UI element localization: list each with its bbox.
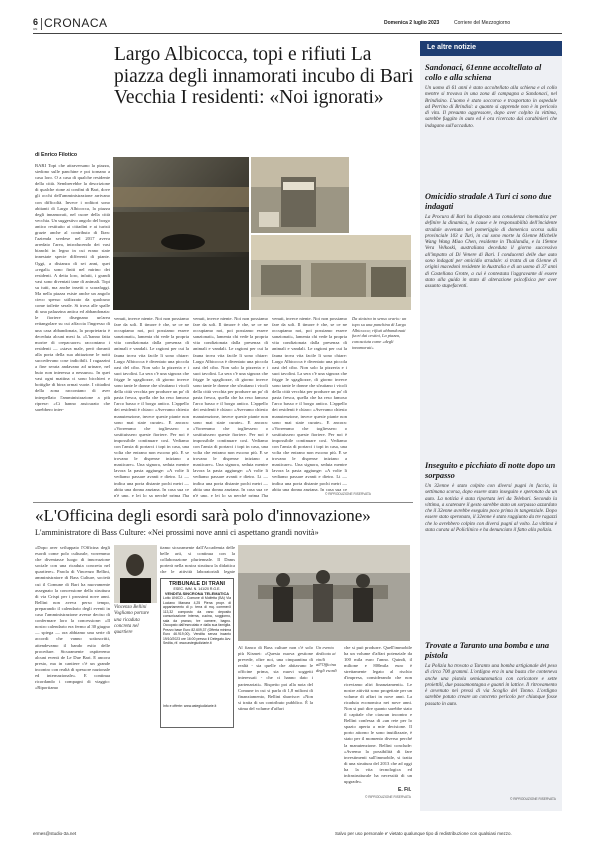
article1-column-4: venuti, invece niente. Noi non possiamo fare da soli. Il timore è che, se ce ne occupiamo noi, poi possiamo essere sanzionati», lamenta chi vede la propria vita condizionata dalla presenza di animali e vandali. Le ragioni per cui la fauna trova vita facile lì sono chiare: Largo Albicocca è diventato una piccola oasi del cibo. Non solo la pizzeria e i suoi tavolini. La sera c'è una signora che frigge le sgagliozze, di giorno invece sono tante le donne che sfruttano i vicoli della città vecchia per produrre un po' di pasta fresca, quella che ha reso famoso l'arco basso e il borgo antico. L'appello dei residenti è chiaro: «Avevamo chiesto manutenzione, invece queste piante non sono mai state curate». E ancora: «Vorremmo che togliessero o sostituissero queste fioriere. Per noi è impossibile continuare così. Vediamo con l'ansia di portarci i topi in casa, una volta che entrano non escono più. E se trovano le dispense iniziano a masticare». Una signora, seduta mentre lavora la pasta aggiunge: «A volte li vediamo passare avanti e dietro. Li — indica una porta distante pochi metri — abita una donna anziana. In casa sua ce — [272, 316, 347, 491]
legal-ref: ESEC. IMM. N. 141/20 R.G.E. — [173, 587, 221, 591]
sidebar-credit: © RIPRODUZIONE RISERVATA — [510, 797, 556, 801]
photo-rat-bench — [113, 157, 249, 310]
footer-email: ermes@studio-3a.net — [33, 831, 77, 836]
sidebar-story-4 — [425, 641, 557, 795]
sidebar-story-3-body: Un 32enne è stato colpito con diversi pugni in faccia, la settimana scorsa, dopo essere stato inseguito e speronato da un auto. La notizia è stata riportata ieri da Telebari. Secondo la vittima, a scatenare il gesto sarebbe stato un sorpasso azzardato che il 32enne avrebbe eseguito poco prima in tangenziale. Dopo essere stato speronato, il 32enne è stato raggiunto da tre ragazzi che lo avrebbero colpito con diversi pugni al volto. La vittima è stata curata al Policlinico e ha denunciato il fatto alla polizia. — [425, 483, 557, 534]
newspaper-name: Corriere del Mezzogiorno — [454, 20, 511, 26]
section-divider — [41, 18, 42, 30]
sidebar-title: Le altre notizie — [427, 44, 477, 51]
article1-photo-caption: Da sinistra in senso orario: un topo su una panchina di Largo Albicocca; rifiuti abbandonati fuori dai cestini, La piazza, conosciuta come «degli innamorati» — [352, 316, 407, 350]
sidebar-story-2-body: La Procura di Bari ha disposto una consulenza cinematica per definire la dinamica, le cause e le responsabilità dell'incidente stradale avvenuto nel pomeriggio di domenica scorsa sulla provinciale 103 a Turi, in cui sono morte la 61enne Michelle Wang Wang Miao Chen, residente in Thailandia, e la 19enne Vera Velkoski, australiana deceduta il giorno successivo all'impatto al Di Venere di Bari. I conducenti delle due auto sono indagati per omicidio stradale: si tratta di un 61enne di origini macedoni residente in Australia e di un uomo di 37 anni di Castellana Grotte, a cui è contestata l'aggravante di essere stato alla guida in stato di alterazione psicofisica per aver assunto stupefacenti. — [425, 214, 557, 290]
sidebar-story-4-head: Trovate a Taranto una bomba e una pistola — [425, 641, 550, 660]
article1-headline: Largo Albicocca, topi e rifiuti La piazza degli innamorati incubo di Bari Vecchia I residenti: «Noi ignorati» — [114, 44, 414, 108]
photo-trash-bin — [251, 157, 349, 233]
article2-photo-caption: Un evento dedicato ai vinili all'Officina degli esordi — [316, 645, 337, 674]
article2-signature: E. Fil. — [398, 787, 412, 793]
legal-footer: Info e offerte: www.astegiudiziarie.it — [163, 704, 217, 708]
section-title: CRONACA — [44, 16, 108, 30]
portrait-caption: Vincenzo Bellini Vogliamo portare una ricaduta concreta nel quartiere — [114, 605, 149, 636]
sidebar-story-1 — [425, 63, 557, 180]
header-date: Domenica 2 luglio 2023 — [384, 20, 440, 26]
article2-subhead: L'amministratore di Bass Culture: «Nei prossimi nove anni ci aspettano grandi novità» — [35, 528, 319, 537]
sidebar-story-3-head: Inseguito e picchiato di notte dopo un sorpasso — [425, 461, 556, 480]
article2-top-rule — [33, 502, 413, 503]
article2-column-2: tiamo sicuramente dall'Accademia delle belle arti, si continua con la collaborazione pluriennale. Il Dams porterà nella nostra struttura la didattica che le attività laboratoriali legate — [160, 545, 235, 575]
legal-sale: VENDITA SINCRONA TELEMATICA — [164, 591, 230, 596]
footer-rights: Salvo per uso personale e' vietato qualunque tipo di redistribuzione con qualsiasi mezzo. — [335, 831, 512, 836]
article1-column-1: BARI Topi che attraversano la piazza, siedono sulle panchine e poi tornano a casa loro. O a casa di qualche residente della città. Sembrerebbe la descrizione di qualche rione ai confini di Bari, dove gli occhi dell'amministrazione arrivano con difficoltà. Invece i roditori sono abitanti di Largo Albicocca, la piazza degli innamorati, nel cuore della città vecchia. Un suggestivo angolo del borgo antico restituito ai cittadini e ai turisti grazie anche al contributo di Ikea: l'azienda svedese nel 2017 aveva arredato l'area, introducendo dei vasi bianchi in legno in cui erano state innestate specie differenti di piante. Oggi, a distanza di sei anni, quei «regali» sono finiti nel mirino dei residenti. A detta loro, infatti, i grandi vasi sono diventati tane di animali. Topi su tutti, ma anche insetti o scarafaggi. Ma nella piazza esiste anche un angolo cieco spesso utilizzato da qualcuno come toilette serale. Si trova alle spalle di una palazzina antica ed abbandonata: le fioriere disegnano un'area rettangolare su cui affaccia l'ingresso di una casa abbandonata, la proprietaria è deceduta alcuni mesi fa. «L'hanno fatta morire di crepacuore» raccontano i residenti — «stava male, però davanti alla porta della sua abitazione le notti succedevano cose indicibili. I ragazzini a fine serata andavano ad urinare, nel buio non interessa a nessuno». In quei vasi ogni mattina ci sono bicchieri e bottiglie di birra ormai vuote. I cittadini della zona raccontano di aver interpellato l'amministrazione a più riprese: «Ci hanno assicurato che sarebbero inter- — [35, 163, 110, 412]
article2-column-1: «Dopo aver sviluppato l'Officina degli esordi come polo culturale, vorremmo che diventasse luogo di innovazione sociale con una ricaduta concreta nel quartiere». Parola di Vincenzo Bellini, amministratore di Bass Culture, società cui il Comune di Bari ha nuovamente assegnato la concessione della struttura di via Crispi per i prossimi nove anni. Bellini non aveva perso tempo, preparando il calendario degli eventi in caso l'amministrazione avesse deciso di confermare loro la concessione: «Il nostro calendario era fermo al 30 giugno — spiega — ora abbiamo una serie di accordi che vanno sottoscritti, attendevamo il bando esito delle procedure. Sicuramente ospiteremo alcuni eventi de Le Due Bari. E ancora presto, ma in cantiere c'è un grande incontro con realtà di spessore nazionale ed internazionale». E continua ricordando i compagni di viaggio: «Riportiamo — [35, 545, 110, 691]
photo-piazza — [251, 235, 411, 310]
article1-byline: di Enrico Filotico — [35, 152, 78, 158]
legal-notice-box — [160, 578, 234, 728]
article2-column-3: Al fianco di Bass culture non c'è solo più Kismet: «Questa nuova gestione prevede, oltre noi, una cinquantina di realtà - sia quelle che abitavano le officine prima, sia nuovi soggetti interessati - che ci hanno dato i partenariati». Rispetto poi alla nota del Comune in cui si parla di 1,8 milioni di finanziamento, Bellini sbarrisce: «Non si tratta di un contributo pubblico. È la stima del volume d'affari — [238, 645, 313, 711]
article1-column-3: venuti, invece niente. Noi non possiamo fare da soli. Il timore è che, se ce ne occupiamo noi, poi possiamo essere sanzionati», lamenta chi vede la propria vita condizionata dalla presenza di animali e vandali. Le ragioni per cui la fauna trova vita facile lì sono chiare: Largo Albicocca è diventato una piccola oasi del cibo. Non solo la pizzeria e i suoi tavolini. La sera c'è una signora che frigge le sgagliozze, di giorno invece sono tante le donne che sfruttano i vicoli della città vecchia per produrre un po' di pasta fresca, quella che ha reso famoso l'arco basso e il borgo antico. L'appello dei residenti è chiaro: «Avevamo chiesto manutenzione, invece queste piante non sono mai state curate». E ancora: «Vorremmo che togliessero o sostituissero queste fioriere. Per noi è impossibile continuare così. Vediamo con l'ansia di portarci i topi in casa, una volta che entrano non escono più. E se trovano le dispense iniziano a masticare». Una signora, seduta mentre lavora la pasta aggiunge: «A volte li vediamo passare avanti e dietro. Li — indica una porta distante pochi metri — abita una donna anziana. In casa sua ce n'è uno, e lei lo sa perché prima l'ha — [193, 316, 268, 497]
article2-column-4: che si può produrre. Quell'immobile ha un volume d'affari potenziale da 100 mila euro l'anno. Quindi, il milione e 800mila euro è strettamente legato al rischio d'impresa, considerando che non riceviamo altri finanziamenti». Le nostre attività sono progettate per un volume di affari in nove anni. La ricaduta economica nei nove anni. Non si può dire quanto sarebbe stato il capitale che ciascun incontro e Bellini confessa di «un rete per lo spazio aperta a mie decisione. Il porto attorno le sono inutilizzate, è stato per il momento diverso perché la manutenzione. Bellini conclude: «Avremo la possibilità di fare investimenti sull'immobile, si tratta di una struttura del 2013 che ad oggi ha la vita tecnologica ed infrastrutturale ha necessità di un upgrade». — [344, 645, 412, 785]
legal-body: Lotto UNICO – Comune di Molfetta (BA) Via Luciano Manara 4,25 Piena propr. di appartamento di p. terra di mq. commer.li 113,32 composto da vano deposito comunicazione interna, cucina, soggiorno, sala da pranzo, tre camere, bagno. Occupato dall'esecutato e dalla sua famiglia. Prezzo base Euro 82.609,37 (Offerta minima Euro 46.919,00). Vendita senza incanto 19/10/2023 ore 16:00 presso il Delegato Avv. Sedita, rif. www.astegiudiziarie.it — [163, 596, 231, 645]
article2-credit: © RIPRODUZIONE RISERVATA — [365, 795, 411, 799]
portrait-vincenzo-bellini — [114, 545, 157, 603]
sidebar-story-4-body: La Polizia ha trovato a Taranto una bomba artigianale del peso di circa 700 grammi. L'ordigno era in una busta che conteneva anche una pistola semiautomatica con caricatore e sette proiettili, due passamontagna e guanti in lattice. Il ritrovamento è avvenuto nei pressi di via Scoglio del Tonno. L'ordigno sarebbe potuto creare un concreto pericolo per chiunque fosse passato in auto. — [425, 663, 557, 707]
sidebar-story-2 — [425, 192, 557, 456]
page-number: 6 — [33, 17, 39, 27]
sidebar-story-1-head: Sandonaci, 61enne accoltellato al collo e alla schiena — [425, 63, 542, 82]
article2-headline: «L'Officina degli esordi sarà polo d'innovazione» — [35, 506, 371, 525]
sidebar-story-1-body: Un uomo di 61 anni è stato accoltellato alla schiena e al collo mentre si trovava in una zona di campagna a Sandonaci, nel Brindisino. L'uomo è stato soccorso e trasportato in ospedale ad Perrino di Brindisi: a quanto si apprende non è in pericolo di vita. Il presunto aggressore, dopo aver colpito la vittima, sarebbe fuggito in auto ed è ora ricercato dai carabinieri che indagano sull'accaduto. — [425, 85, 557, 129]
legal-court: TRIBUNALE DI TRANI — [169, 581, 225, 587]
sidebar-story-2-head: Omicidio stradale A Turi ci sono due indagati — [425, 192, 552, 211]
article1-credit: © RIPRODUZIONE RISERVATA — [325, 492, 371, 496]
article1-column-2: venuti, invece niente. Noi non possiamo fare da soli. Il timore è che, se ce ne occupiamo noi, poi possiamo essere sanzionati», lamenta chi vede la propria vita condizionata dalla presenza di animali e vandali. Le ragioni per cui la fauna trova vita facile lì sono chiare: Largo Albicocca è diventato una piccola oasi del cibo. Non solo la pizzeria e i suoi tavolini. La sera c'è una signora che frigge le sgagliozze, di giorno invece sono tante le donne che sfruttano i vicoli della città vecchia per produrre un po' di pasta fresca, quella che ha reso famoso l'arco basso e il borgo antico. L'appello dei residenti è chiaro: «Avevamo chiesto manutenzione, invece queste piante non sono mai state curate». E ancora: «Vorremmo che togliessero o sostituissero queste fioriere. Per noi è impossibile continuare così. Vediamo con l'ansia di portarci i topi in casa, una volta che entrano non escono più. E se trovano le dispense iniziano a masticare». Una signora, seduta mentre lavora la pasta aggiunge: «A volte li vediamo passare avanti e dietro. Li — indica una porta distante pochi metri — abita una donna anziana. In casa sua ce n'è uno, e lei lo sa perché prima l'ha — [114, 316, 189, 497]
page-sub: UN — [33, 27, 38, 31]
sidebar-story-3 — [425, 461, 557, 641]
photo-officina — [238, 545, 410, 641]
header-rule — [33, 33, 562, 34]
